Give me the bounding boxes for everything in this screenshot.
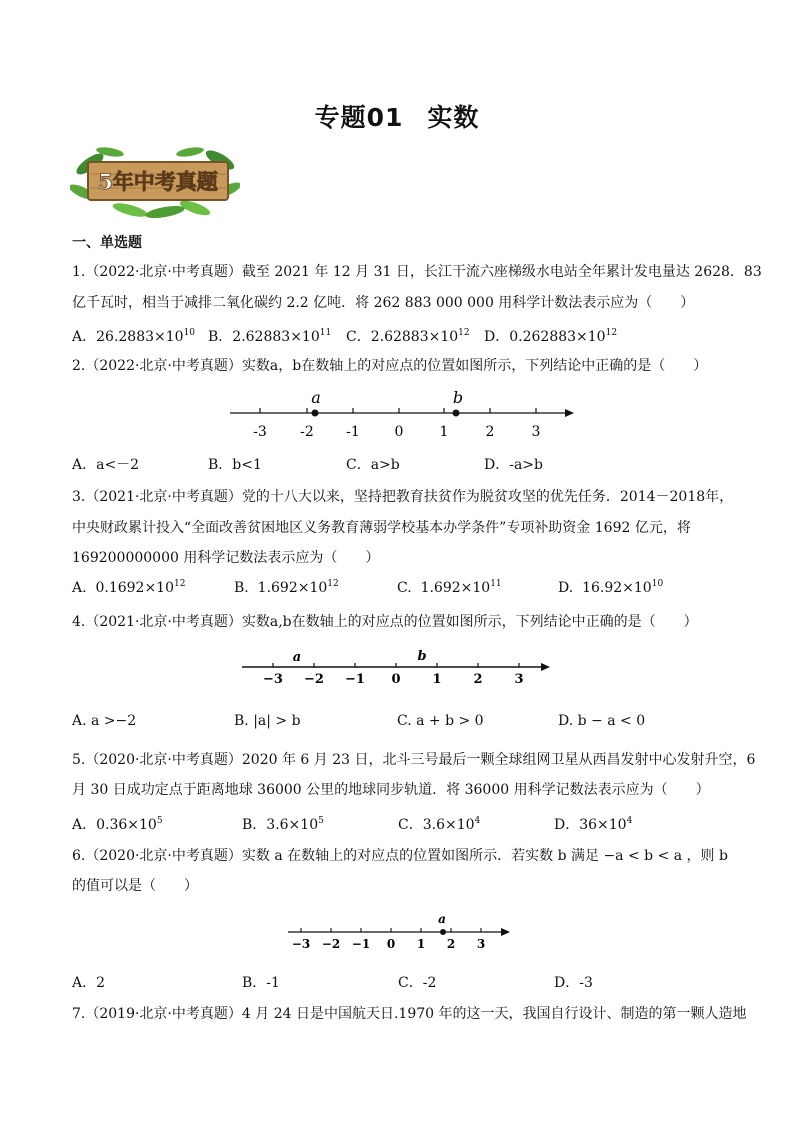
q5-option-d[interactable]: D．$36\times 10^4$ <box>554 816 633 833</box>
svg-text:3: 3 <box>476 937 486 951</box>
q6-number-line <box>284 910 514 952</box>
q7-line1: 7.（2019·北京·中考真题）4 月 24 日是中国航天日.1970 年的这一天，我国自行设计、制造的第一颗人造地 <box>72 1006 747 1022</box>
q5-option-b[interactable]: B．$3.6\times 10^5$ <box>242 816 324 833</box>
svg-text:0: 0 <box>394 424 404 440</box>
badge-text: 5年中考真题 <box>98 169 218 194</box>
svg-text:1: 1 <box>416 937 426 951</box>
q6-option-a[interactable]: A．2 <box>72 975 106 991</box>
q6-line1: 6.（2020·北京·中考真题）实数 a 在数轴上的对应点的位置如图所示．若实数 b 满足 −a < b < a ，则 b <box>72 848 728 864</box>
svg-text:-3: -3 <box>253 424 267 440</box>
section-heading: 一、单选题 <box>72 235 142 251</box>
arrow-icon <box>501 928 510 936</box>
svg-text:0: 0 <box>386 937 396 951</box>
q3-option-b[interactable]: B. $1.692\times 10^{12}$ <box>234 579 339 596</box>
svg-text:2: 2 <box>446 937 456 951</box>
point-b <box>453 410 460 417</box>
svg-text:−2: −2 <box>304 672 324 687</box>
point-a <box>440 929 446 935</box>
title-topic: 实数 <box>427 103 480 132</box>
svg-text:−3: −3 <box>291 937 311 951</box>
arrow-icon <box>565 409 574 417</box>
svg-text:1: 1 <box>432 672 442 687</box>
svg-text:−3: −3 <box>263 672 283 687</box>
q3-option-a[interactable]: A. $0.1692\times 10^{12}$ <box>72 579 186 596</box>
q5-line1: 5.（2020·北京·中考真题）2020 年 6 月 23 日，北斗三号最后一颗全球组网卫星从西昌发射中心发射升空，6 <box>72 752 756 768</box>
svg-text:3: 3 <box>531 424 541 440</box>
q4-number-line <box>236 646 556 688</box>
q2-option-c[interactable]: C．a>b <box>346 457 400 473</box>
q6-option-c[interactable]: C．-2 <box>398 975 437 991</box>
page-title <box>0 98 794 134</box>
q3-option-c[interactable]: C. $1.692\times 10^{11}$ <box>397 579 502 596</box>
svg-text:−1: −1 <box>345 672 365 687</box>
q5-option-c[interactable]: C．$3.6\times 10^4$ <box>398 816 481 833</box>
q5-line2: 月 30 日成功定点于距离地球 36000 公里的地球同步轨道．将 36000 用科学记数法表示应为（ ） <box>72 782 710 798</box>
svg-text:−1: −1 <box>351 937 371 951</box>
q6-option-b[interactable]: B．-1 <box>242 975 280 991</box>
q2-line1: 2.（2022·北京·中考真题）实数a，b在数轴上的对应点的位置如图所示，下列结论中正确的是（ ） <box>72 358 708 374</box>
svg-text:-1: -1 <box>346 424 360 440</box>
q3-line2: 中央财政累计投入“全面改善贫困地区义务教育薄弱学校基本办学条件”专项补助资金 1692 亿元，将 <box>72 520 691 536</box>
q4-line1: 4.（2021·北京·中考真题）实数a,b在数轴上的对应点的位置如图所示，下列结论中正确的是（ ） <box>72 614 698 630</box>
q1-option-c[interactable]: C．$2.62883\times 10^{12}$ <box>346 328 470 345</box>
badge-graphic <box>70 144 240 222</box>
q6-option-d[interactable]: D．-3 <box>554 975 593 991</box>
title-main: 专题01 <box>314 103 404 132</box>
q2-option-d[interactable]: D．-a>b <box>484 457 543 473</box>
svg-text:a: a <box>438 912 446 926</box>
svg-text:1: 1 <box>439 424 449 440</box>
q4-option-c[interactable]: C. a + b > 0 <box>397 713 484 729</box>
arrow-icon <box>541 663 550 671</box>
q3-line3: 169200000000 用科学记数法表示应为（ ） <box>72 550 380 566</box>
q1-option-d[interactable]: D．$0.262883\times 10^{12}$ <box>484 328 618 345</box>
q3-option-d[interactable]: D. $16.92\times 10^{10}$ <box>558 579 664 596</box>
q1-line2: 亿千瓦时，相当于减排二氧化碳约 2.2 亿吨．将 262 883 000 000 用科学计数法表示应为（ ） <box>72 295 695 311</box>
svg-text:a: a <box>292 650 302 665</box>
svg-text:−2: −2 <box>321 937 341 951</box>
svg-text:3: 3 <box>514 672 524 687</box>
q4-option-d[interactable]: D. b − a < 0 <box>558 713 646 729</box>
svg-text:b: b <box>417 649 427 664</box>
q4-option-b[interactable]: B. |a| > b <box>234 713 301 729</box>
svg-text:b: b <box>452 388 464 407</box>
q1-line1: 1.（2022·北京·中考真题）截至 2021 年 12 月 31 日，长江干流六座梯级水电站全年累计发电量达 2628．83 <box>72 264 762 280</box>
svg-text:-2: -2 <box>300 424 314 440</box>
svg-text:2: 2 <box>473 672 483 687</box>
q5-option-a[interactable]: A．$0.36\times 10^5$ <box>72 816 163 833</box>
q1-option-a[interactable]: A．$26.2883\times 10^{10}$ <box>72 328 196 345</box>
svg-text:2: 2 <box>485 424 495 440</box>
svg-text:0: 0 <box>391 672 401 687</box>
q2-option-b[interactable]: B．b<1 <box>208 457 262 473</box>
q6-line2: 的值可以是（ ） <box>72 878 198 894</box>
exam-badge <box>70 144 240 222</box>
q3-line1: 3.（2021·北京·中考真题）党的十八大以来，坚持把教育扶贫作为脱贫攻坚的优先任务．2014－2018年， <box>72 489 734 505</box>
q4-option-a[interactable]: A. a >−2 <box>72 713 137 729</box>
q2-number-line <box>220 386 580 446</box>
q1-option-b[interactable]: B．$2.62883\times 10^{11}$ <box>208 328 332 345</box>
point-a <box>312 410 319 417</box>
svg-text:a: a <box>311 388 321 407</box>
q2-option-a[interactable]: A．a<－2 <box>72 457 140 473</box>
